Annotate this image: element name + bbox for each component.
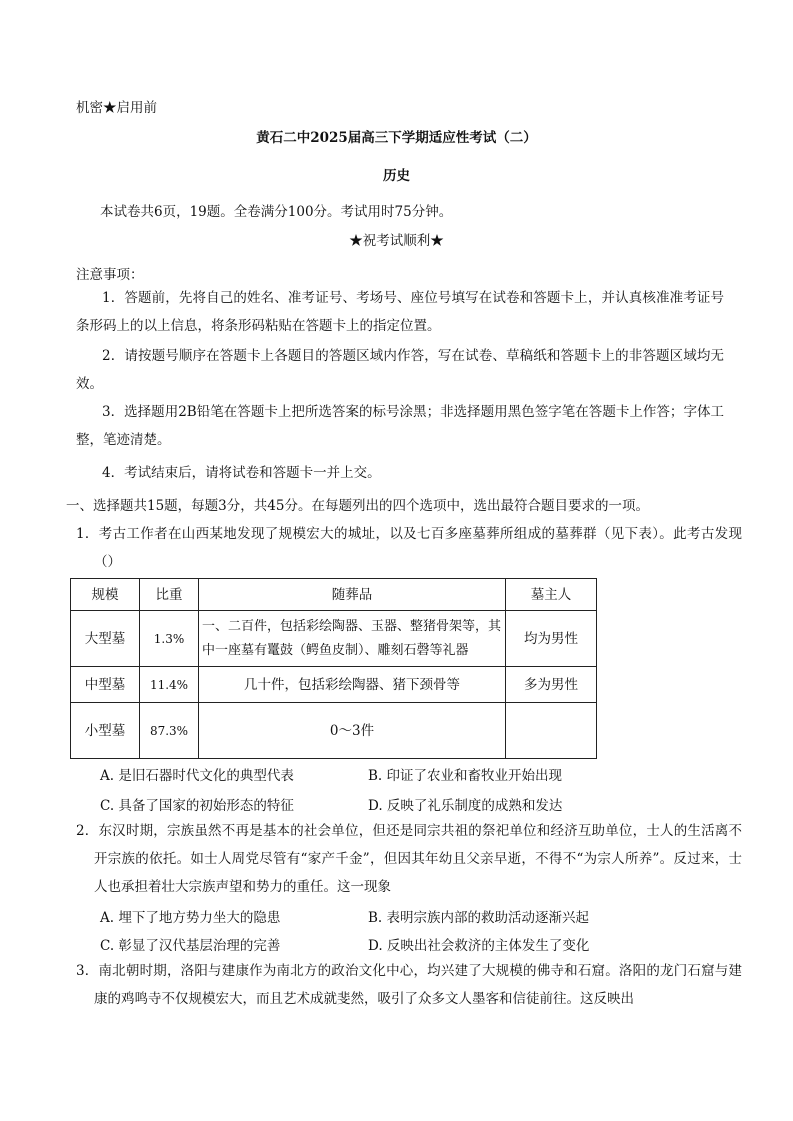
table-cell	[506, 703, 597, 759]
table-cell: 几十件，包括彩绘陶器、猪下颈骨等	[199, 667, 506, 703]
table-cell: 1.3%	[140, 611, 199, 667]
section-heading: 一、选择题共15题，每题3分，共45分。在每题列出的四个选项中，选出最符合题目要求的一项。	[66, 498, 649, 514]
option-b: B. 印证了农业和畜牧业开始出现	[368, 768, 563, 784]
question-1-stem: 1．考古工作者在山西某地发现了规模宏大的城址，以及七百多座墓葬所组成的墓葬群（见下表）。此考古发现（）	[76, 526, 742, 570]
table-row	[71, 611, 597, 667]
tomb-table	[70, 578, 597, 759]
good-luck-line: ★祝考试顺利★	[349, 233, 444, 249]
option-d: D. 反映了礼乐制度的成熟和发达	[368, 798, 563, 814]
table-header: 随葬品	[199, 579, 506, 611]
option-c: C. 彰显了汉代基层治理的完善	[100, 938, 281, 954]
table-cell: 0～3件	[199, 703, 506, 759]
option-c: C. 具备了国家的初始形态的特征	[100, 798, 294, 814]
table-cell: 均为男性	[506, 611, 597, 667]
notes-heading: 注意事项：	[76, 267, 144, 283]
table-row	[71, 667, 597, 703]
table-cell: 小型墓	[71, 703, 140, 759]
option-a: A. 埋下了地方势力坐大的隐患	[100, 910, 281, 926]
confidential-label: 机密★启用前	[76, 100, 157, 116]
table-cell: 中型墓	[71, 667, 140, 703]
table-cell: 11.4%	[140, 667, 199, 703]
table-cell: 大型墓	[71, 611, 140, 667]
question-2-stem: 2．东汉时期，宗族虽然不再是基本的社会单位，但还是同宗共祖的祭祀单位和经济互助单位，士人的生活离不开宗族的依托。如士人周党尽管有“家产千金”，但因其年幼且父亲早逝，不得不“为宗人所养”。反过来，士人也承担着壮大宗族声望和势力的重任。这一现象	[76, 823, 742, 895]
option-b: B. 表明宗族内部的救助活动逐渐兴起	[368, 910, 590, 926]
table-header: 墓主人	[506, 579, 597, 611]
table-cell: 87.3%	[140, 703, 199, 759]
table-row	[71, 703, 597, 759]
option-d: D. 反映出社会救济的主体发生了变化	[368, 938, 590, 954]
table-header: 规模	[71, 579, 140, 611]
note-item: 3．选择题用2B铅笔在答题卡上把所选答案的标号涂黑；非选择题用黑色签字笔在答题卡上作答；字体工整，笔迹清楚。	[76, 404, 724, 448]
option-a: A. 是旧石器时代文化的典型代表	[100, 768, 294, 784]
note-item: 1．答题前，先将自己的姓名、准考证号、考场号、座位号填写在试卷和答题卡上，并认真核准准考证号条形码上的以上信息，将条形码粘贴在答题卡上的指定位置。	[76, 290, 724, 334]
table-header: 比重	[140, 579, 199, 611]
question-3-stem: 3．南北朝时期，洛阳与建康作为南北方的政治文化中心，均兴建了大规模的佛寺和石窟。洛阳的龙门石窟与建康的鸡鸣寺不仅规模宏大，而且艺术成就斐然，吸引了众多文人墨客和信徒前往。这反映出	[76, 963, 742, 1007]
table-cell: 一、二百件，包括彩绘陶器、玉器、整猪骨架等，其中一座墓有鼍鼓（鳄鱼皮制）、雕刻石磬等礼器	[199, 611, 506, 667]
table-cell: 多为男性	[506, 667, 597, 703]
note-item: 4．考试结束后，请将试卷和答题卡一并上交。	[102, 465, 381, 481]
exam-title: 黄石二中2025届高三下学期适应性考试（二）	[256, 130, 537, 146]
note-item: 2．请按题号顺序在答题卡上各题目的答题区域内作答，写在试卷、草稿纸和答题卡上的非答题区域均无效。	[76, 348, 724, 392]
exam-intro: 本试卷共6页，19题。全卷满分100分。考试用时75分钟。	[100, 204, 453, 220]
subject-title: 历史	[383, 168, 410, 184]
